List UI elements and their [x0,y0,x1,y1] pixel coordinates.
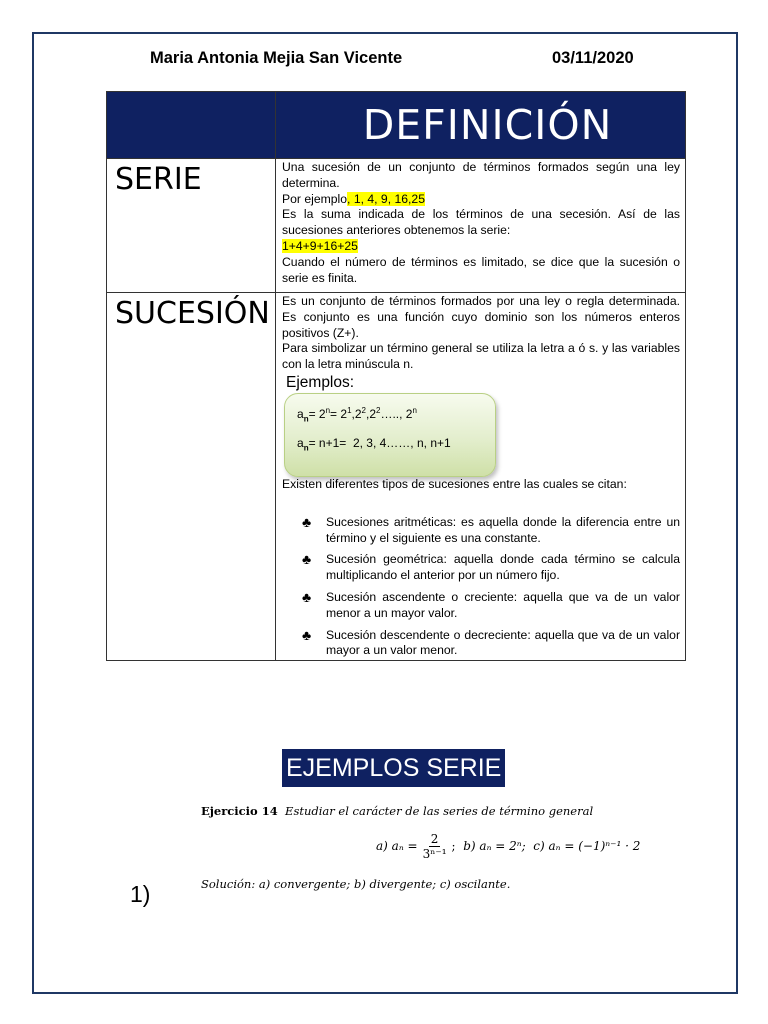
serie-finite-line: Cuando el número de términos es limitado, se dice que la sucesión o serie es finita. [282,254,680,285]
list-item [282,552,680,584]
table-row-serie [107,159,686,293]
document-date: 03/11/2020 [552,49,634,67]
list-item [282,515,680,547]
skull-bullet-icon: ♣ [302,513,312,530]
definition-serie [276,159,686,293]
serie-sum-line: Es la suma indicada de los términos de una secesión. Así de las sucesiones anteriores obtenemos la serie: [282,207,680,238]
type-ascending: Sucesión ascendente o creciente: aquella que va de un valor menor a un mayor valor. [326,589,680,620]
example-number: 1) [130,881,151,907]
formula-separator: ; [451,839,456,853]
example-line-2: $a_n= n+1= 2$, 3, 4……, n, n+1 [297,435,451,453]
example-line-1: $a_n= 2^n=$ $2^1,2^2,2^2\dots$.., 2$^n$ [297,405,417,424]
type-descending: Sucesión descendente o decreciente: aquella que va de un valor mayor a un valor menor. [326,627,680,658]
type-arithmetic: Sucesiones aritméticas: es aquella donde la diferencia entre un término y el siguiente es una constante. [326,514,680,545]
fraction-numerator: 2 [430,831,439,846]
table-header-cell [276,92,686,159]
formula-fraction [421,832,449,861]
exercise-statement [201,804,593,818]
types-intro: Existen diferentes tipos de sucesiones entre las cuales se citan: [282,476,627,491]
term-serie: SERIE [107,159,276,293]
fraction-denominator: 3ⁿ⁻¹ [422,846,447,861]
solution-text: Solución: a) convergente; b) divergente; c) oscilante. [201,877,511,891]
serie-definition-line: Una sucesión de un conjunto de términos formados según una ley determina. [282,160,680,190]
exercise-label: Ejercicio 14 [201,804,278,818]
skull-bullet-icon: ♣ [302,588,312,605]
serie-sum-highlight: 1+4+9+16+25 [282,238,358,253]
skull-bullet-icon: ♣ [302,551,312,568]
table-header-empty-cell [107,92,276,159]
table-row-sucesion [107,293,686,661]
author-name: Maria Antonia Mejia San Vicente [150,49,403,67]
type-geometric: Sucesión geométrica: aquella donde cada término se calcula multiplicando el anterior por un número fijo. [326,552,680,583]
examples-label: Ejemplos: [286,373,355,391]
examples-section-title: EJEMPLOS SERIE [282,749,505,787]
sucesion-definition-paragraph: Es un conjunto de términos formados por una ley o regla determinada. Es conjunto es una función cuyo dominio son los números enteros positivos (Z+). [282,294,680,340]
formula-c: c) aₙ = (−1)ⁿ⁻¹ · 2 [533,839,641,853]
list-item [282,628,680,661]
serie-example-prefix: Por ejemplo [282,191,348,206]
term-sucesion: SUCESIÓN [107,293,276,661]
formula-a-prefix: a) [376,839,388,853]
skull-bullet-icon: ♣ [302,626,312,643]
definition-table [106,91,686,661]
serie-example-line [282,192,680,208]
formula-b: b) aₙ = 2ⁿ; [463,839,526,853]
table-heading: DEFINICIÓN [362,101,613,149]
sequence-types-list [282,515,680,660]
examples-box [284,393,496,477]
serie-example-highlight: , 1, 4, 9, 16,25 [347,191,425,206]
exercise-text: Estudiar el carácter de las series de término general [285,804,594,818]
exercise-formula [376,829,640,863]
list-item [282,590,680,622]
sucesion-symbol-paragraph: Para simbolizar un término general se utiliza la letra a ó s. y las variables con la letra minúscula n. [282,341,680,372]
definition-sucesion [276,293,686,661]
serie-sum-example-line [282,239,680,255]
formula-a-lhs: aₙ = [391,839,418,853]
table-header-row [107,92,686,159]
